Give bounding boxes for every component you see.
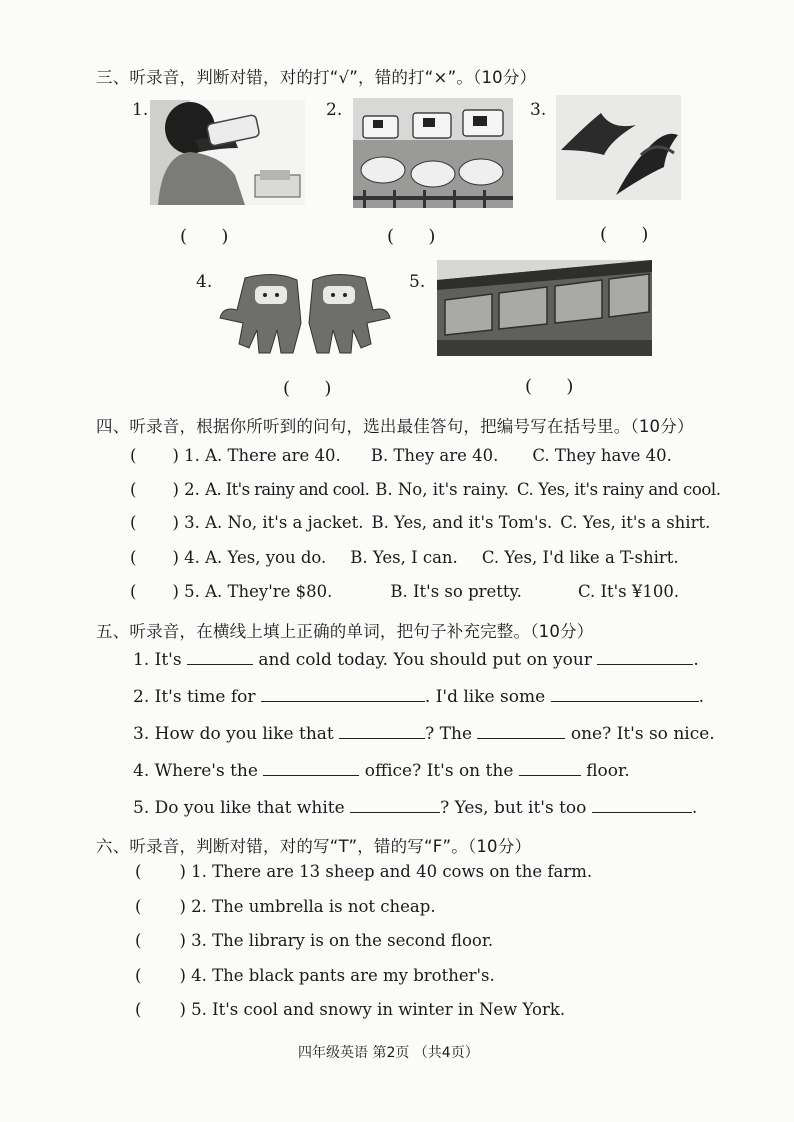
item2-number: 2.	[326, 100, 343, 120]
fill-blank[interactable]	[263, 761, 359, 776]
birds-picture	[556, 95, 681, 200]
item3-number: 3.	[530, 100, 547, 120]
fill-blank[interactable]	[592, 798, 692, 813]
q5-line-5	[133, 798, 697, 818]
sentence-part: 5. Do you like that white	[133, 798, 345, 818]
option-c: C. Yes, I'd like a T-shirt.	[481, 548, 679, 567]
q5-line-2	[133, 687, 704, 707]
fill-blank[interactable]	[551, 687, 699, 702]
q6-item-2	[135, 897, 436, 916]
item-number: ) 2.	[172, 480, 200, 499]
sentence-part: 4. Where's the	[133, 761, 258, 781]
section5-heading: 五、听录音，在横线上填上正确的单词，把句子补充完整。（10分）	[96, 622, 594, 641]
sentence-part: .	[693, 650, 699, 670]
item1-answer-paren[interactable]: ( )	[180, 226, 229, 247]
statement-text: ) 2. The umbrella is not cheap.	[179, 897, 436, 916]
option-b: B. It's so pretty.	[390, 582, 522, 601]
q4-item-2	[130, 480, 721, 499]
fill-blank[interactable]	[477, 724, 565, 739]
item5-number: 5.	[409, 272, 426, 292]
sentence-part: ? Yes, but it's too	[440, 798, 587, 818]
fill-blank[interactable]	[261, 687, 425, 702]
statement-text: ) 1. There are 13 sheep and 40 cows on the farm.	[179, 862, 593, 881]
option-a: A. No, it's a jacket.	[205, 513, 364, 532]
q5-line-3	[133, 724, 715, 744]
fill-blank[interactable]	[597, 650, 693, 665]
sentence-part: and cold today. You should put on your	[258, 650, 592, 670]
option-a: A. It's rainy and cool.	[205, 480, 370, 499]
option-c: C. Yes, it's a shirt.	[560, 513, 711, 532]
statement-text: ) 5. It's cool and snowy in winter in New York.	[179, 1000, 566, 1019]
q4-item-5	[130, 582, 679, 601]
option-c: C. They have 40.	[532, 446, 672, 465]
q4-item-1	[130, 446, 672, 465]
item4-number: 4.	[196, 272, 213, 292]
q4-item-3	[130, 513, 710, 532]
item-number: ) 4.	[172, 548, 200, 567]
item-number: ) 1.	[172, 446, 200, 465]
statement-text: ) 3. The library is on the second floor.	[179, 931, 494, 950]
option-c: C. Yes, it's rainy and cool.	[516, 480, 721, 499]
building-picture	[437, 260, 652, 356]
answer-paren[interactable]: (	[130, 582, 137, 601]
answer-paren[interactable]: (	[135, 897, 142, 916]
section4-heading: 四、听录音，根据你所听到的问句，选出最佳答句，把编号写在括号里。（10分）	[96, 417, 694, 436]
item-number: ) 3.	[172, 513, 200, 532]
gloves-picture	[215, 268, 395, 358]
fill-blank[interactable]	[519, 761, 581, 776]
sentence-part: 1. It's	[133, 650, 182, 670]
item5-answer-paren[interactable]: ( )	[525, 376, 574, 397]
answer-paren[interactable]: (	[135, 931, 142, 950]
sentence-part: office? It's on the	[364, 761, 514, 781]
option-a: A. Yes, you do.	[205, 548, 327, 567]
answer-paren[interactable]: (	[130, 480, 137, 499]
q5-line-1	[133, 650, 699, 670]
option-b: B. Yes, and it's Tom's.	[371, 513, 553, 532]
option-a: A. They're $80.	[205, 582, 333, 601]
sentence-part: floor.	[586, 761, 630, 781]
q6-item-4	[135, 966, 495, 985]
fill-blank[interactable]	[339, 724, 425, 739]
option-b: B. Yes, I can.	[350, 548, 458, 567]
item-number: ) 5.	[172, 582, 200, 601]
answer-paren[interactable]: (	[130, 548, 137, 567]
option-a: A. There are 40.	[205, 446, 341, 465]
section6-heading: 六、听录音，判断对错，对的写“T”，错的写“F”。（10分）	[96, 837, 532, 856]
option-c: C. It's ¥100.	[577, 582, 680, 601]
option-b: B. No, it's rainy.	[375, 480, 509, 499]
item2-answer-paren[interactable]: ( )	[387, 226, 436, 247]
q5-line-4	[133, 761, 630, 781]
answer-paren[interactable]: (	[135, 862, 142, 881]
item4-answer-paren[interactable]: ( )	[283, 378, 332, 399]
cows-and-sheep-picture	[353, 98, 513, 208]
statement-text: ) 4. The black pants are my brother's.	[179, 966, 495, 985]
fill-blank[interactable]	[350, 798, 440, 813]
option-b: B. They are 40.	[370, 446, 499, 465]
answer-paren[interactable]: (	[135, 966, 142, 985]
answer-paren[interactable]: (	[135, 1000, 142, 1019]
item3-answer-paren[interactable]: ( )	[600, 224, 649, 245]
page-footer: 四年级英语 第2页 （共4页）	[298, 1045, 479, 1061]
q6-item-5	[135, 1000, 565, 1019]
section3-heading: 三、听录音，判断对错，对的打“√”，错的打“×”。（10分）	[96, 68, 537, 87]
item1-number: 1.	[132, 100, 149, 120]
answer-paren[interactable]: (	[130, 446, 137, 465]
sentence-part: 3. How do you like that	[133, 724, 334, 744]
q6-item-1	[135, 862, 592, 881]
sentence-part: ? The	[425, 724, 473, 744]
sentence-part: one? It's so nice.	[570, 724, 715, 744]
sentence-part: .	[698, 687, 704, 707]
sentence-part: 2. It's time for	[133, 687, 256, 707]
boy-drinking-milk-picture	[150, 100, 305, 205]
sentence-part: .	[691, 798, 698, 818]
q4-item-4	[130, 548, 679, 567]
answer-paren[interactable]: (	[130, 513, 137, 532]
sentence-part: . I'd like some	[424, 687, 546, 707]
q6-item-3	[135, 931, 493, 950]
fill-blank[interactable]	[187, 650, 253, 665]
